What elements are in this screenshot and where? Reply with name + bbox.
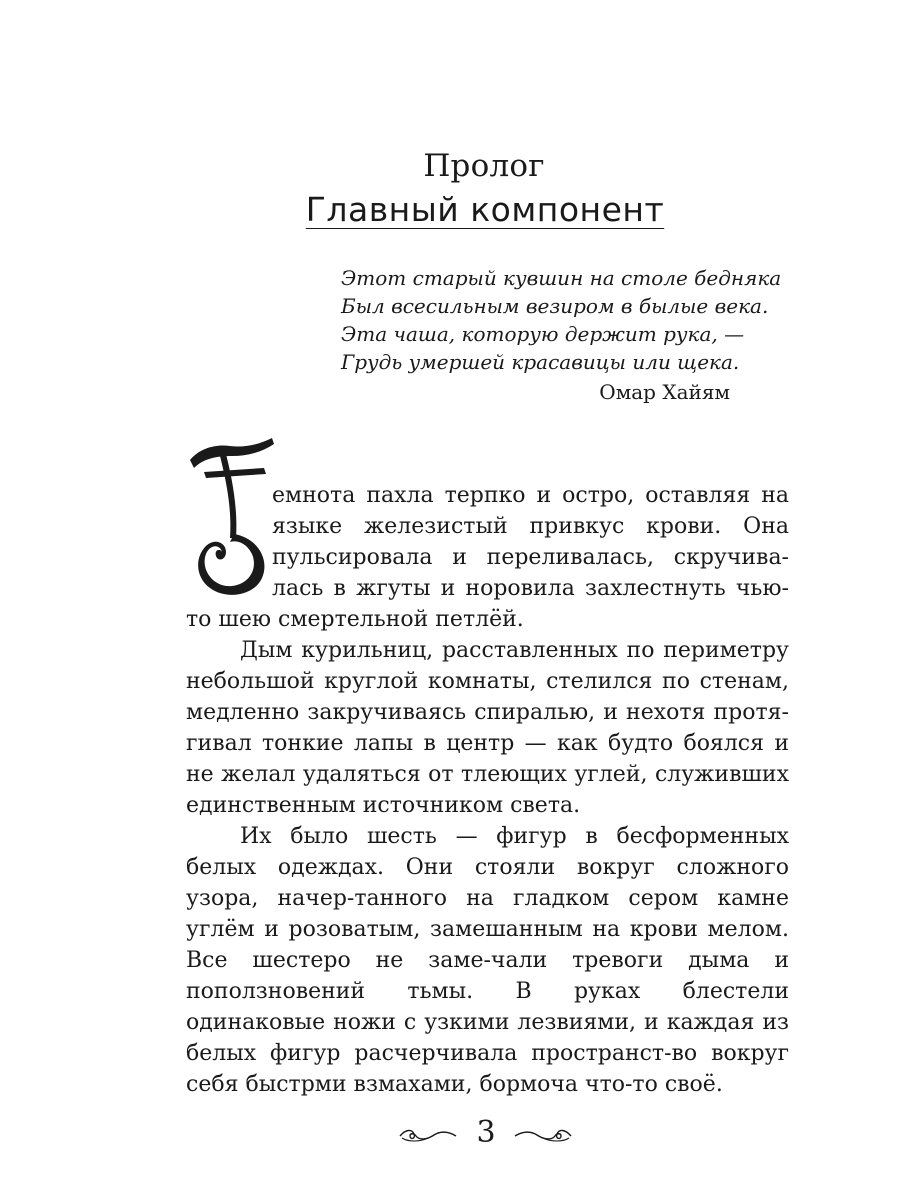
flourish-ornament-icon (398, 1127, 458, 1143)
paragraph: Их было шесть — фигур в бесформенных белых одеждах. Они стояли вокруг сложного узора, начер-танного на гладком сером камне углём и розоватым, замешанным на крови мелом. Все шестеро не заме-чали тревоги дыма и поползновений тьмы. В руках блестели одинаковые ножи с узкими лезвиями, и каждая из белых фигур расчерчивала пространст-во вокруг себя быстрми взмахами, бормоча что-то своё. (186, 824, 789, 1097)
paragraph-line: лась в жгуты и норовила захлестнуть чью- (272, 576, 789, 601)
body-text (186, 480, 789, 1100)
page-number: 3 (476, 1115, 496, 1150)
paragraph: Дым курильниц, расставленных по периметру небольшой круглой комнаты, стелился по стенам, медленно закручиваясь спиралью, и нехотя протя-гивал тонкие лапы в центр — как будто боялся и не желал удаляться от тлеющих углей, служивших единственным источником света. (186, 638, 789, 818)
epigraph-line: Грудь умершей красавицы или щека. (341, 350, 740, 374)
paragraph-line: емнота пахла терпко и остро, оставляя на (272, 483, 789, 508)
paragraph-line: языке железистый привкус крови. Она (272, 514, 789, 539)
chapter-subtitle: Главный компонент (305, 190, 665, 229)
epigraph-line: Был всесильным везиром в былые века. (341, 294, 769, 318)
page-footer (0, 1115, 900, 1155)
flourish-ornament-icon (513, 1127, 573, 1143)
epigraph (341, 264, 782, 376)
epigraph-line: Этот старый кувшин на столе бедняка (341, 266, 782, 290)
epigraph-author: Омар Хайям (599, 380, 730, 404)
epigraph-line: Эта чаша, которую держит рука, — (341, 322, 745, 346)
chapter-title: Пролог (423, 148, 545, 184)
paragraph-line: пульсировала и переливалась, скручива- (272, 545, 789, 570)
paragraph-line: то шею смертельной петлёй. (186, 607, 524, 632)
